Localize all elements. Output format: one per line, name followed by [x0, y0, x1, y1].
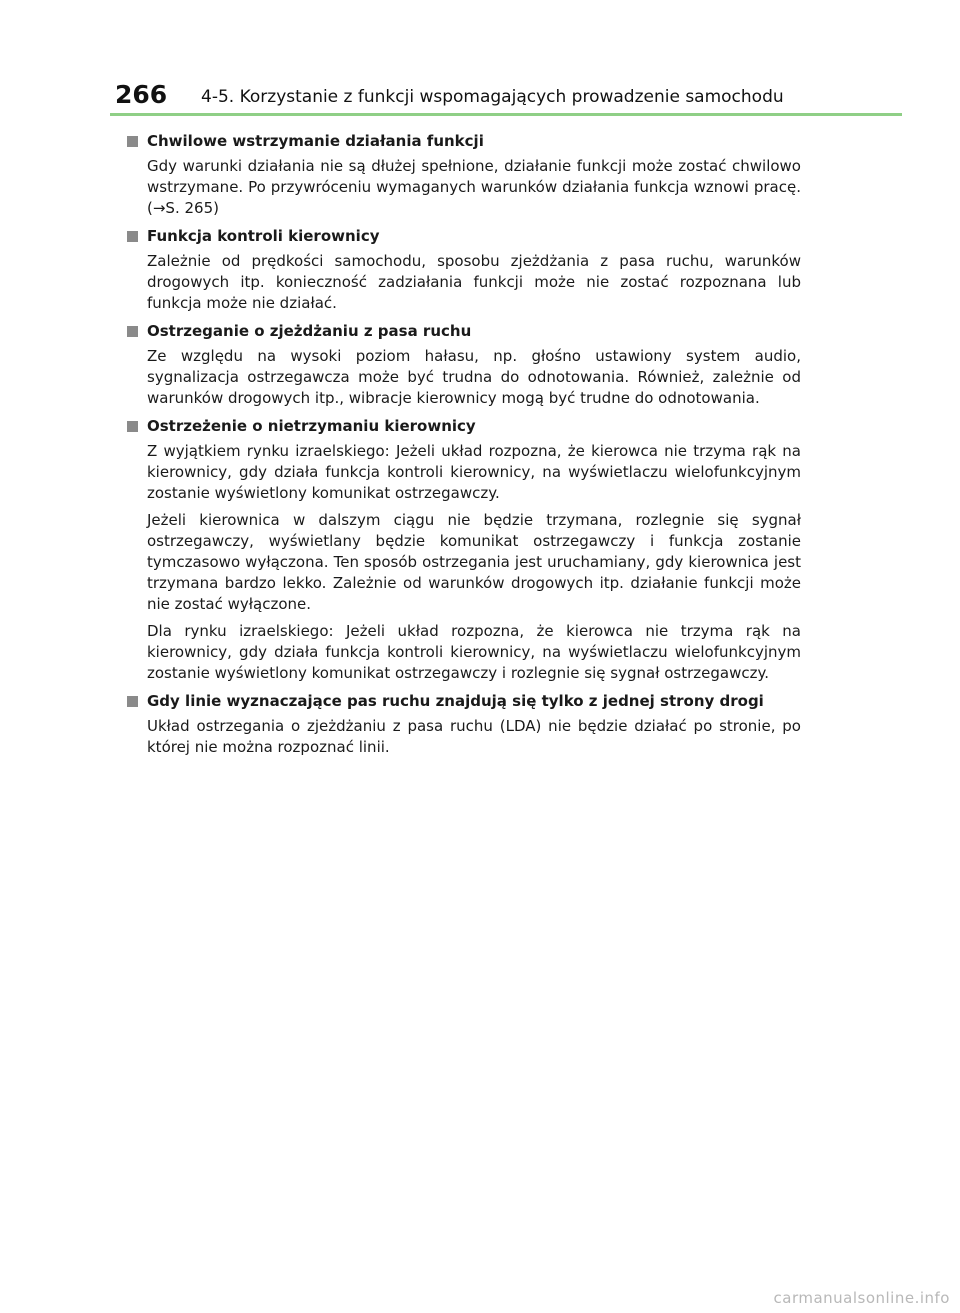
section-heading	[127, 320, 801, 342]
section-heading	[127, 225, 801, 247]
page-content	[127, 130, 801, 764]
section-paragraph: Jeżeli kierownica w dalszym ciągu nie będzie trzymana, rozlegnie się sygnał ostrzegawczy, wyświetlany będzie komunikat ostrzegawczy i funkcja zostanie tymczasowo wyłączona. Ten sposób ostrzegania jest uruchamiany, gdy kierownica jest trzymana bardzo lekko. Zależnie od warunków drogowych itp. działanie funkcji może nie zostać wyłączone.	[147, 511, 801, 613]
square-bullet-icon	[127, 231, 138, 242]
section-heading-text: Ostrzeganie o zjeżdżaniu z pasa ruchu	[147, 322, 472, 340]
section-one-side-lane-lines	[127, 690, 801, 758]
section-paragraph: Układ ostrzegania o zjeżdżaniu z pasa ruchu (LDA) nie będzie działać po stronie, po której nie można rozpoznać linii.	[147, 717, 801, 756]
section-temporary-suspension	[127, 130, 801, 219]
section-heading	[127, 130, 801, 152]
page-header	[115, 80, 905, 110]
site-watermark: carmanualsonline.info	[773, 1289, 950, 1307]
square-bullet-icon	[127, 696, 138, 707]
square-bullet-icon	[127, 136, 138, 147]
section-heading	[127, 415, 801, 437]
section-paragraph: Zależnie od prędkości samochodu, sposobu zjeżdżania z pasa ruchu, warunków drogowych itp. konieczność zadziałania funkcji może nie zostać rozpoznana lub funkcja może nie działać.	[147, 252, 801, 312]
section-heading-text: Ostrzeżenie o nietrzymaniu kierownicy	[147, 417, 476, 435]
section-hands-off-warning	[127, 415, 801, 684]
chapter-title: 4-5. Korzystanie z funkcji wspomagających prowadzenie samochodu	[201, 87, 784, 107]
section-paragraph: Dla rynku izraelskiego: Jeżeli układ rozpozna, że kierowca nie trzyma rąk na kierownicy, gdy działa funkcja kontroli kierownicy, na wyświetlaczu wielofunkcyjnym zostanie wyświetlony komunikat ostrzegawczy i rozlegnie się sygnał ostrzegawczy.	[147, 622, 801, 682]
square-bullet-icon	[127, 421, 138, 432]
section-heading	[127, 690, 801, 712]
section-steering-control	[127, 225, 801, 314]
section-paragraph: Z wyjątkiem rynku izraelskiego: Jeżeli układ rozpozna, że kierowca nie trzyma rąk na kierownicy, gdy działa funkcja kontroli kierownicy, na wyświetlaczu wielofunkcyjnym zostanie wyświetlony komunikat ostrzegawczy.	[147, 442, 801, 502]
section-paragraph: Ze względu na wysoki poziom hałasu, np. głośno ustawiony system audio, sygnalizacja ostrzegawcza może być trudna do odnotowania. Również, zależnie od warunków drogowych itp., wibracje kierownicy mogą być trudne do odnotowania.	[147, 347, 801, 407]
section-heading-text: Funkcja kontroli kierownicy	[147, 227, 380, 245]
section-heading-text: Chwilowe wstrzymanie działania funkcji	[147, 132, 484, 150]
section-heading-text: Gdy linie wyznaczające pas ruchu znajdują się tylko z jednej strony drogi	[147, 692, 764, 710]
page-number: 266	[115, 80, 168, 109]
header-divider	[110, 113, 902, 116]
section-lane-departure-warning	[127, 320, 801, 409]
square-bullet-icon	[127, 326, 138, 337]
section-paragraph: Gdy warunki działania nie są dłużej spełnione, działanie funkcji może zostać chwilowo wstrzymane. Po przywróceniu wymaganych warunków działania funkcja wznowi pracę. (→S. 265)	[147, 157, 801, 217]
